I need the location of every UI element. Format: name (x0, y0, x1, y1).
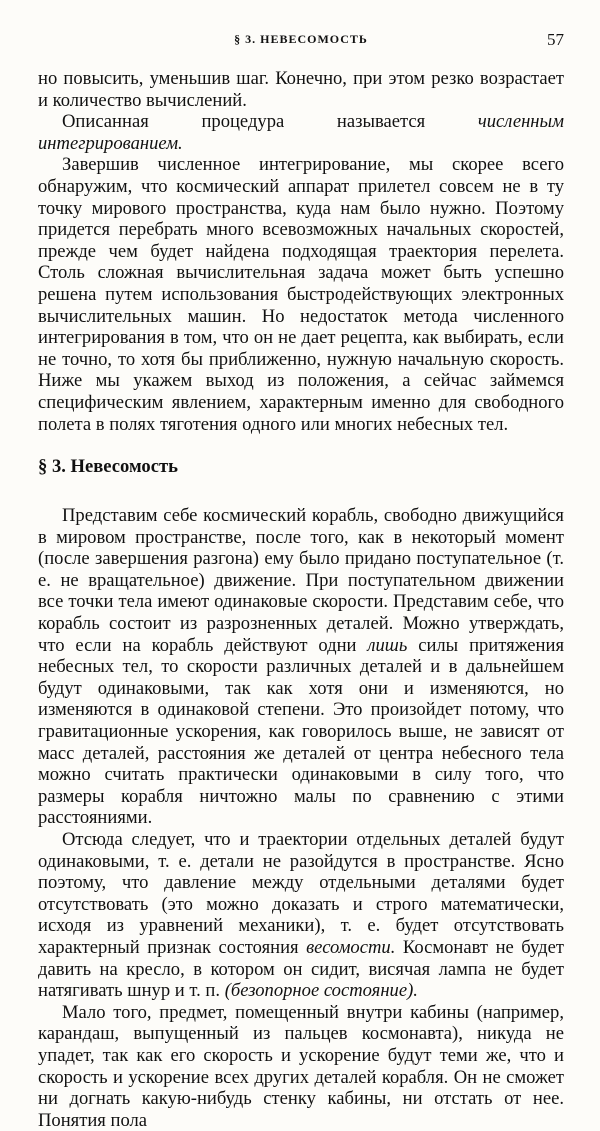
text-run: силы притяжения небесных тел, то скорости различных деталей и в дальнейшем будут одинаковыми, так как хотя они и изменяются, но изменяются в одинаковой степени. Это произойдет потому, что гравитационные ускорения, как говорилось выше, не зависят от масс деталей, расстояния же деталей от центра небесного тела можно считать практически одинаковыми в силу того, что размеры корабля ничтожно малы по сравнению с этими расстояниями. (38, 634, 565, 829)
text-before-section (38, 68, 564, 435)
text-run: но повысить, уменьшив шаг. Конечно, при этом резко возрастает и количество вычислений. (38, 68, 564, 111)
paragraph (38, 505, 564, 829)
paragraph (38, 154, 564, 435)
text-run: Отсюда следует, что и траектории отдельных деталей будут одинаковыми, т. е. детали не разойдутся в пространстве. Ясно поэтому, что давление между отдельными деталями будет отсутствовать (это можно доказать и строго математически, исходя из уравнений механики), т. е. будет отсутствовать характерный признак состояния (38, 829, 564, 958)
section-heading: § 3. Невесомость (38, 456, 178, 478)
italic-term: лишь (367, 634, 408, 656)
running-header (38, 30, 564, 56)
text-run: Космонавт не будет давить на кресло, в котором он сидит, висячая лампа не будет натягивать шнур и т. п. (38, 936, 564, 1002)
text-run: Завершив численное интегрирование, мы скорее всего обнаружим, что космический аппарат прилетел совсем не в ту точку мирового пространства, куда нам было нужно. Поэтому придется перебрать много всевозможных начальных скоростей, прежде чем будет найдена подходящая траектория перелета. Столь сложная вычислительная задача может быть успешно решена путем использования быстродействующих электронных вычислительных машин. Но недостаток метода численного интегрирования в том, что он не дает рецепта, как выбирать, если не точно, то хотя бы приближенно, нужную начальную скорость. Ниже мы укажем выход из положения, а сейчас займемся специфическим явлением, характерным именно для свободного полета в полях тяготения одного или многих небесных тел. (38, 154, 564, 435)
body-text (38, 68, 564, 1131)
italic-term: весомости. (306, 936, 396, 958)
italic-term: (безопорное состояние). (224, 980, 418, 1002)
text-run: Описанная процедура называется (62, 111, 478, 133)
text-run: Представим себе космический корабль, свободно движущийся в мировом пространстве, после того, как в некоторый момент (после завершения разгона) ему было придано поступательное (т. е. не вращательное) движение. При поступательном движении все точки тела имеют одинаковые скорости. Представим себе, что корабль состоит из разрозненных деталей. Можно утверждать, что если на корабль действуют одни (38, 505, 564, 656)
paragraph (38, 829, 564, 1002)
paragraph (38, 1002, 564, 1131)
text-run: Мало того, предмет, помещенный внутри кабины (например, карандаш, выпущенный из пальцев космонавта), никуда не упадет, так как его скорость и ускорение будут теми же, что и скорость и ускорение всех других деталей корабля. Он не сможет ни догнать какую-нибудь стенку кабины, ни отстать от нее. Понятия пола (38, 1001, 564, 1131)
running-title: § 3. НЕВЕСОМОСТЬ (234, 32, 368, 46)
section-text (38, 505, 564, 1131)
paragraph (38, 68, 564, 111)
paragraph (38, 111, 564, 154)
page-number: 57 (547, 30, 564, 49)
italic-term: численным интегрированием. (38, 111, 564, 154)
